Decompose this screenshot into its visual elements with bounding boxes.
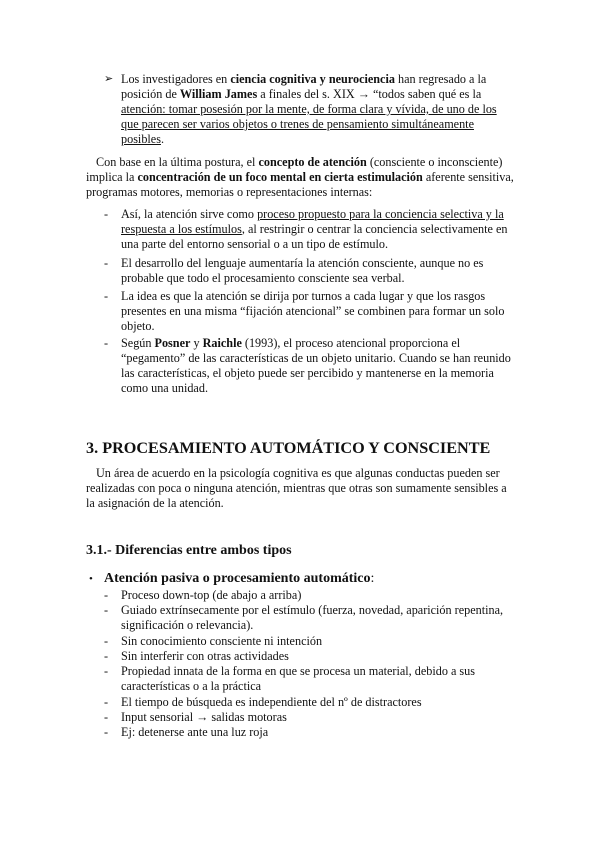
list2-item-e-line1: Propiedad innata de la forma en que se procesa un material, debido a sus — [121, 664, 475, 678]
list1-item1-line2: respuesta a los estímulos, al restringir o centrar la conciencia selectivamente en — [121, 222, 508, 236]
dash-bullet: - — [104, 336, 109, 350]
dash-bullet: - — [104, 725, 109, 739]
section3-para-line3: la asignación de la atención. — [86, 496, 224, 510]
list2-item-d: Sin interferir con otras actividades — [121, 649, 289, 663]
list2-item-a: Proceso down-top (de abajo a arriba) — [121, 588, 302, 602]
dash-bullet: - — [104, 603, 109, 617]
intro-line-4: que parecen ser varios objetos o trenes de pensamiento simultáneamente — [121, 117, 474, 131]
basis-line-1: Con base en la última postura, el concepto de atención (consciente o inconsciente) — [96, 155, 503, 169]
dash-bullet: - — [104, 289, 109, 303]
dash-bullet: - — [104, 207, 109, 221]
list1-item3-line2: presentes en una misma “fijación atencional” se combinen para formar un solo — [121, 304, 505, 318]
section3-para-line1: Un área de acuerdo en la psicología cognitiva es que algunas conductas pueden ser — [96, 466, 500, 480]
dash-bullet: - — [104, 588, 109, 602]
list1-item4-line1: Según Posner y Raichle (1993), el proceso atencional proporciona el — [121, 336, 461, 350]
section-3-heading: 3. PROCESAMIENTO AUTOMÁTICO Y CONSCIENTE — [86, 439, 491, 457]
list2-item-b-line1: Guiado extrínsecamente por el estímulo (fuerza, novedad, aparición repentina, — [121, 603, 504, 617]
list2-item-g: Input sensorial → salidas motoras — [121, 710, 287, 724]
section3-para-line2: realizadas con poca o ninguna atención, mientras que otras son sumamente sensibles a — [86, 481, 507, 495]
dash-bullet: - — [104, 649, 109, 663]
list2-item-h: Ej: detenerse ante una luz roja — [121, 725, 269, 739]
list2-item-c: Sin conocimiento consciente ni intención — [121, 634, 323, 648]
basis-line-2: implica la concentración de un foco mental en cierta estimulación aferente sensitiva, — [86, 170, 514, 184]
list2-item-e-line2: características o a la práctica — [121, 679, 262, 693]
intro-line-5: posibles. — [121, 132, 164, 146]
arrow-bullet-icon: ➢ — [104, 73, 114, 85]
list1-item1-line1: Así, la atención sirve como proceso propuesto para la conciencia selectiva y la — [121, 207, 504, 221]
list1-item3-line3: objeto. — [121, 319, 155, 333]
passive-attention-heading: Atención pasiva o procesamiento automático: — [104, 571, 375, 586]
intro-line-1: Los investigadores en ciencia cognitiva y neurociencia han regresado a la — [121, 72, 487, 86]
list1-item4-line4: como una unidad. — [121, 381, 208, 395]
dash-bullet: - — [104, 664, 109, 678]
round-bullet-icon: • — [89, 573, 93, 585]
list1-item2-line2: probable que todo el procesamiento consciente sea verbal. — [121, 271, 405, 285]
list1-item3-line1: La idea es que la atención se dirija por turnos a cada lugar y que los rasgos — [121, 289, 486, 303]
intro-line-2: posición de William James a finales del s. XIX → “todos saben qué es la — [121, 87, 482, 101]
intro-line-3: atención: tomar posesión por la mente, de forma clara y vívida, de uno de los — [121, 102, 497, 116]
dash-bullet: - — [104, 710, 109, 724]
dash-bullet: - — [104, 695, 109, 709]
list1-item4-line3: las características, el objeto puede ser percibido y mantenerse en la memoria — [121, 366, 494, 380]
list2-item-f: El tiempo de búsqueda es independiente del nº de distractores — [121, 695, 422, 709]
basis-line-3: programas motores, memorias o representaciones internas: — [86, 185, 373, 199]
dash-bullet: - — [104, 634, 109, 648]
section-3-1-heading: 3.1.- Diferencias entre ambos tipos — [86, 543, 292, 558]
list2-item-b-line2: significación o relevancia). — [121, 618, 254, 632]
dash-bullet: - — [104, 256, 109, 270]
list1-item2-line1: El desarrollo del lenguaje aumentaría la atención consciente, aunque no es — [121, 256, 484, 270]
list1-item1-line3: una parte del entorno sensorial o a un tipo de estímulo. — [121, 237, 389, 251]
list1-item4-line2: “pegamento” de las características de un objeto unitario. Cuando se han reunido — [121, 351, 511, 365]
